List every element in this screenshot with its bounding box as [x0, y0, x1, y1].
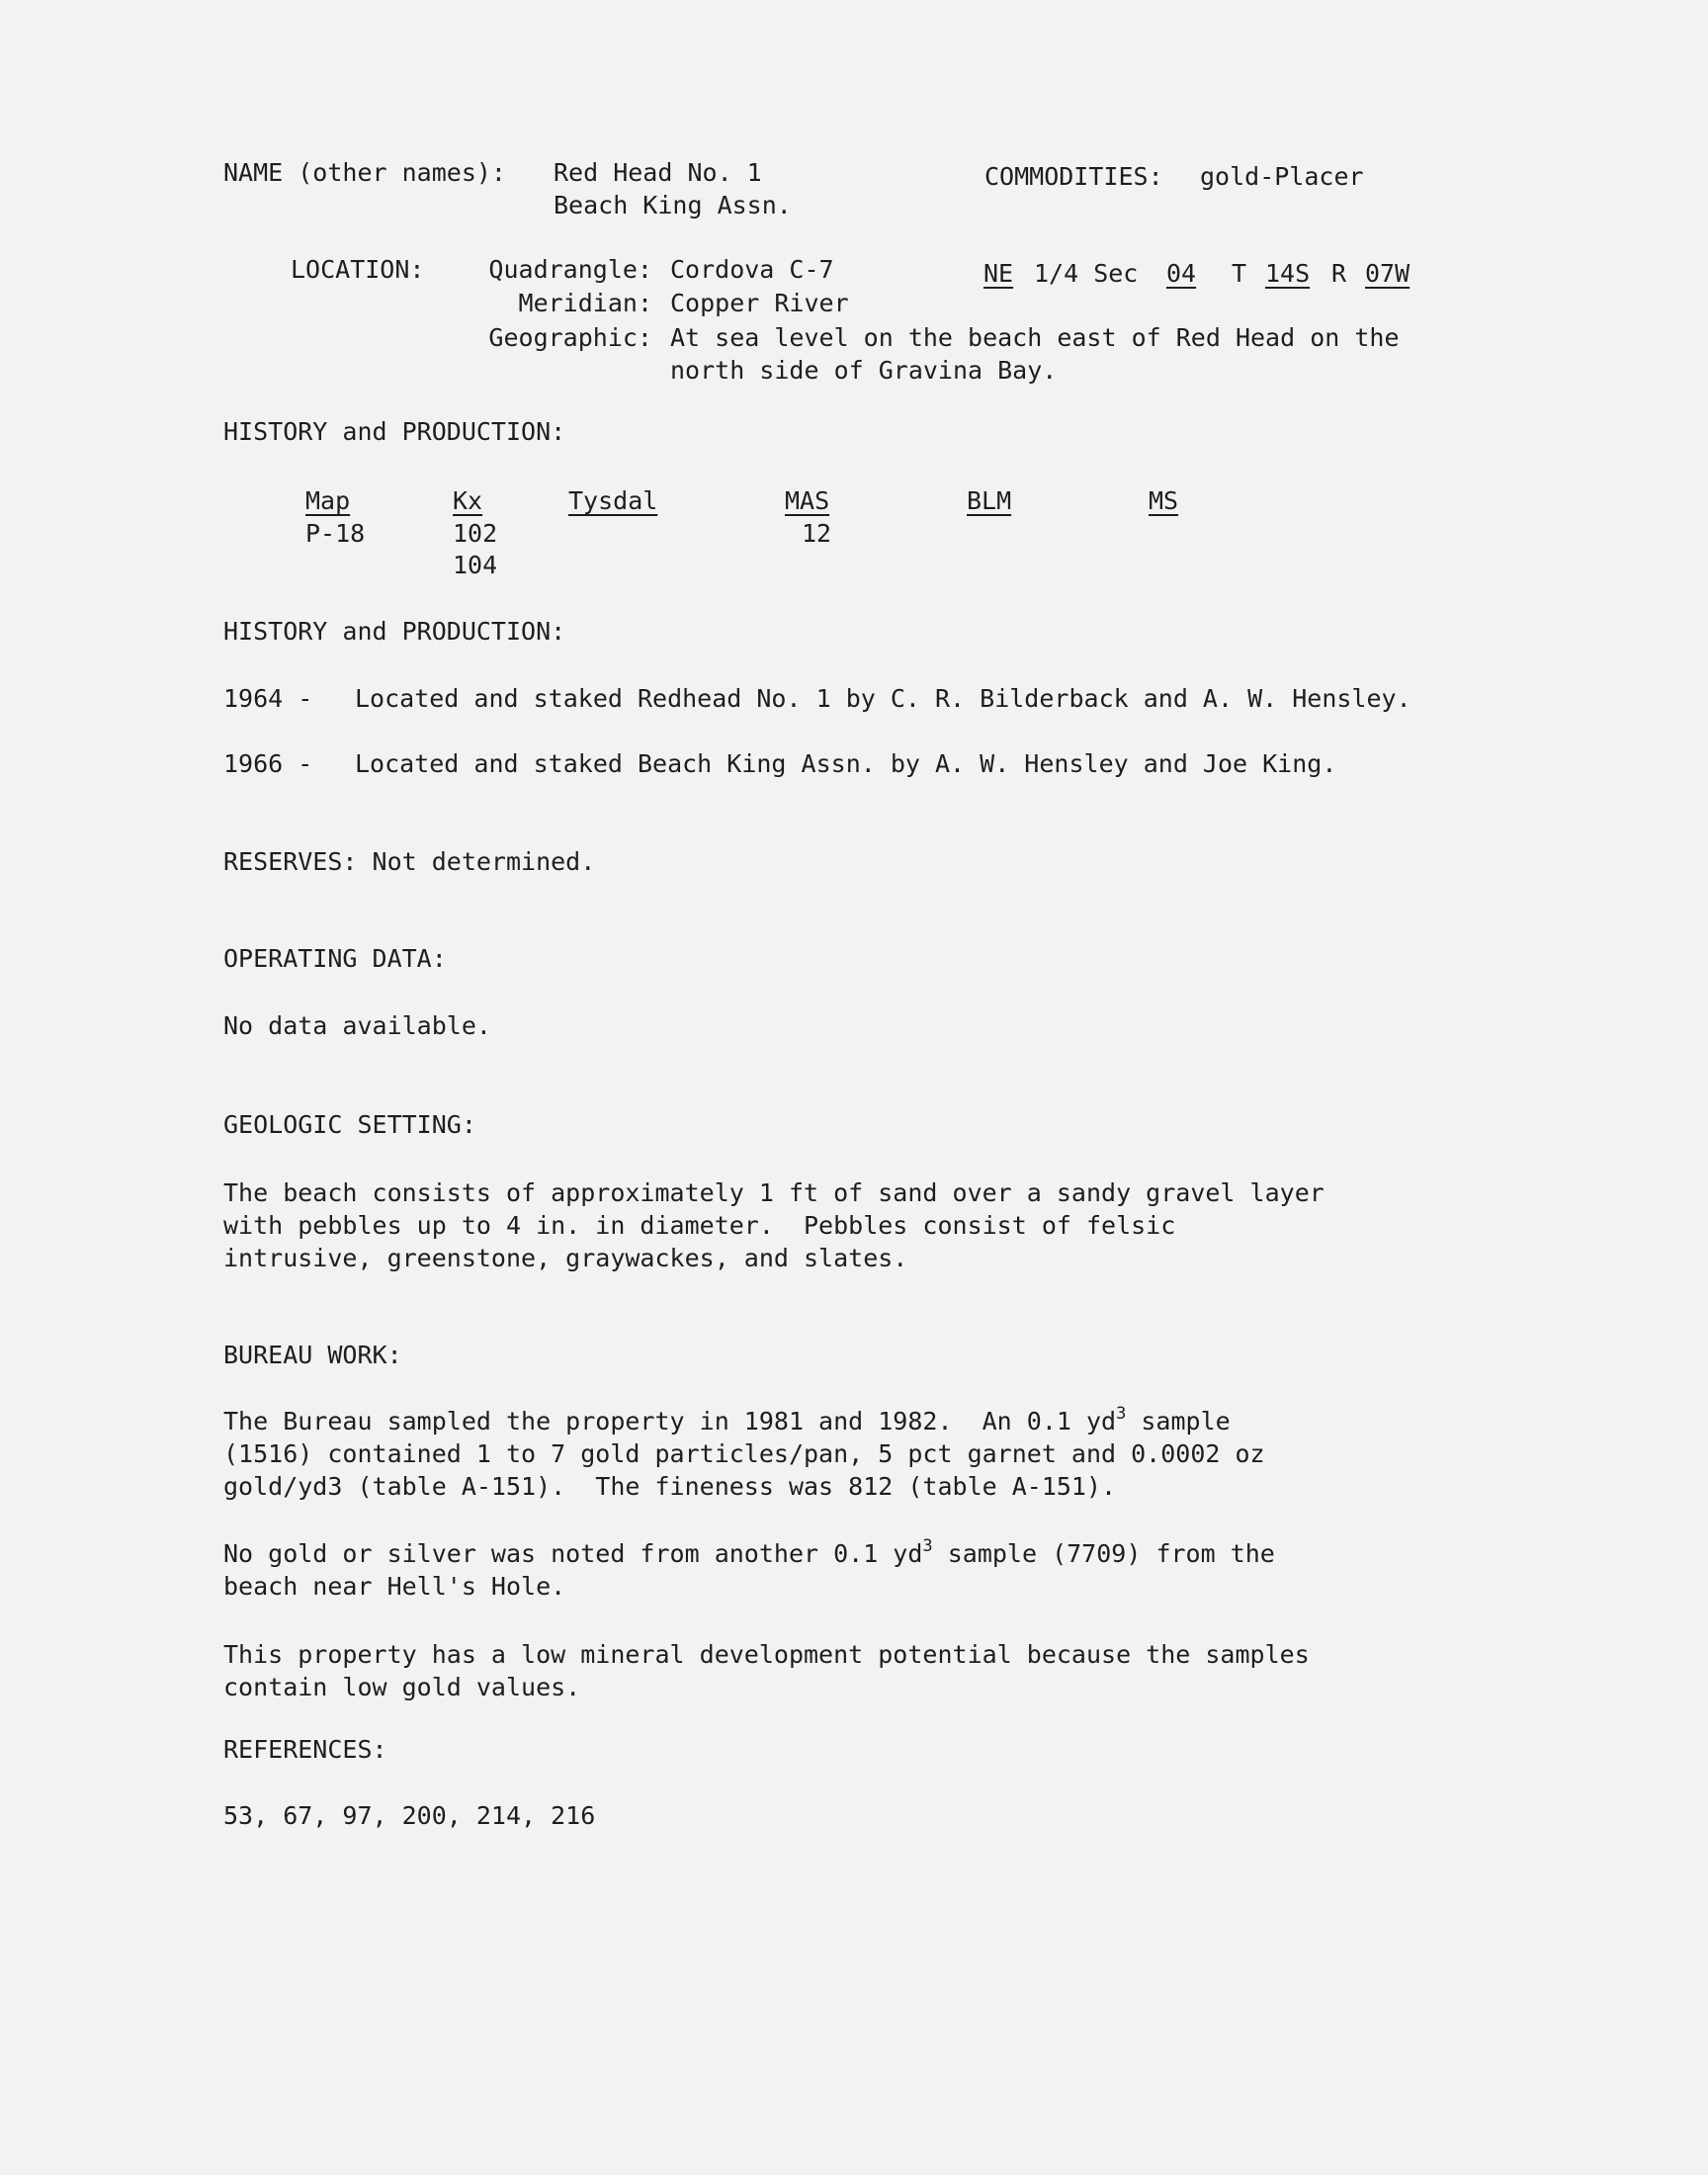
name-label: NAME (other names):	[223, 158, 506, 187]
geographic-label: Geographic:	[488, 323, 652, 352]
location-label: LOCATION:	[291, 255, 425, 284]
bureau-p2-line-2: beach near Hell's Hole.	[223, 1572, 566, 1601]
table-header-ms: MS	[1149, 486, 1179, 515]
operating-heading: OPERATING DATA:	[223, 944, 447, 973]
quarter-sec-label: 1/4 Sec	[1034, 259, 1139, 288]
table-cell-kx-1: 102	[453, 519, 498, 548]
table-header-kx: Kx	[453, 486, 483, 515]
bureau-p2-superscript: 3	[922, 1535, 933, 1556]
quadrangle-value: Cordova C-7	[670, 255, 834, 284]
bureau-p3-line-1: This property has a low mineral development potential because the samples	[223, 1640, 1310, 1669]
table-header-blm: BLM	[967, 486, 1012, 515]
township-value: 14S	[1265, 259, 1311, 288]
geologic-line-2: with pebbles up to 4 in. in diameter. Pebbles consist of felsic	[223, 1211, 1176, 1240]
reserves-line: RESERVES: Not determined.	[223, 847, 596, 876]
table-header-tysdal: Tysdal	[568, 486, 658, 515]
geographic-line-1: At sea level on the beach east of Red Head on the	[670, 323, 1400, 352]
bureau-p1-line-1-b: sample	[1126, 1407, 1231, 1436]
quadrangle-label: Quadrangle:	[488, 255, 652, 284]
bureau-p3-line-2: contain low gold values.	[223, 1673, 581, 1701]
table-header-map: Map	[305, 486, 351, 515]
table-cell-kx-2: 104	[453, 551, 498, 579]
bureau-p1-line-3: gold/yd3 (table A-151). The fineness was 812 (table A-151).	[223, 1472, 1117, 1501]
table-cell-mas: 12	[802, 519, 832, 548]
references-heading: REFERENCES:	[223, 1735, 387, 1764]
bureau-p2-line-1-b: sample (7709) from the	[932, 1539, 1275, 1568]
bureau-p1-superscript: 3	[1116, 1403, 1127, 1424]
range-label: R	[1331, 259, 1347, 288]
bureau-p1-line-2: (1516) contained 1 to 7 gold particles/pan, 5 pct garnet and 0.0002 oz	[223, 1439, 1265, 1468]
bureau-p2-line-1-a: No gold or silver was noted from another 0.1 yd	[223, 1539, 923, 1568]
commodities-label: COMMODITIES:	[984, 162, 1163, 191]
geologic-line-1: The beach consists of approximately 1 ft of sand over a sandy gravel layer	[223, 1178, 1324, 1207]
history-text-1966: Located and staked Beach King Assn. by A. W. Hensley and Joe King.	[355, 749, 1337, 778]
table-cell-map: P-18	[305, 519, 366, 548]
operating-text: No data available.	[223, 1011, 491, 1040]
history-text-1964: Located and staked Redhead No. 1 by C. R. Bilderback and A. W. Hensley.	[355, 684, 1411, 713]
geographic-line-2: north side of Gravina Bay.	[670, 356, 1058, 385]
history-heading-1: HISTORY and PRODUCTION:	[223, 417, 566, 446]
quarter-value: NE	[983, 259, 1014, 288]
references-list: 53, 67, 97, 200, 214, 216	[223, 1801, 596, 1830]
bureau-p1-line-1-a: The Bureau sampled the property in 1981 and 1982. An 0.1 yd	[223, 1407, 1117, 1436]
section-value: 04	[1166, 259, 1197, 288]
meridian-label: Meridian:	[518, 289, 652, 317]
geologic-heading: GEOLOGIC SETTING:	[223, 1110, 476, 1139]
name-primary: Red Head No. 1	[554, 158, 762, 187]
name-other: Beach King Assn.	[554, 191, 792, 219]
bureau-p1-line-1	[223, 1405, 1231, 1437]
meridian-value: Copper River	[670, 289, 849, 317]
history-year-1966: 1966 -	[223, 749, 313, 778]
table-header-mas: MAS	[785, 486, 830, 515]
geologic-line-3: intrusive, greenstone, graywackes, and slates.	[223, 1244, 908, 1272]
township-label: T	[1232, 259, 1247, 288]
bureau-p2-line-1	[223, 1537, 1275, 1570]
commodities-value: gold-Placer	[1200, 162, 1364, 191]
history-heading-2: HISTORY and PRODUCTION:	[223, 617, 566, 646]
history-year-1964: 1964 -	[223, 684, 313, 713]
range-value: 07W	[1365, 259, 1410, 288]
bureau-heading: BUREAU WORK:	[223, 1341, 402, 1369]
